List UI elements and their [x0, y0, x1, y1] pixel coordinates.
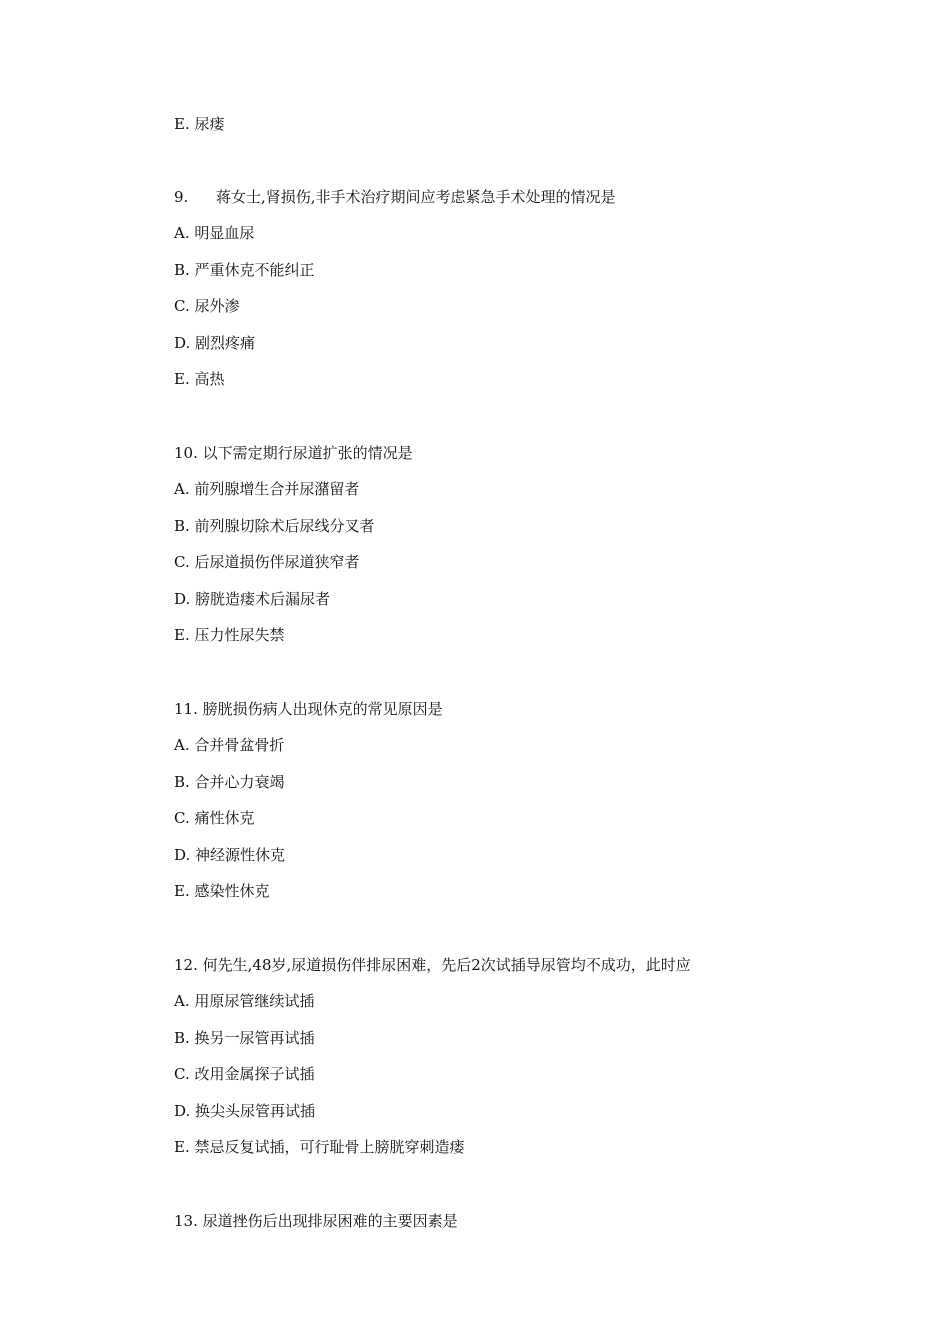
question-text: 蒋女士,肾损伤,非手术治疗期间应考虑紧急手术处理的情况是: [216, 188, 616, 206]
question-9-option-d: D. 剧烈疼痛: [174, 334, 256, 352]
question-13-stem: [174, 1211, 458, 1231]
question-12-option-d: D. 换尖头尿管再试插: [174, 1102, 316, 1120]
question-11-option-e: E. 感染性休克: [174, 882, 270, 900]
question-11-option-b: B. 合并心力衰竭: [174, 773, 285, 791]
question-11-option-a: A. 合并骨盆骨折: [174, 736, 285, 754]
question-12-option-e: E. 禁忌反复试插，可行耻骨上膀胱穿刺造瘘: [174, 1138, 465, 1156]
question-9-stem: [174, 187, 616, 207]
question-12-option-c: C. 改用金属探子试插: [174, 1065, 315, 1083]
question-number: 9.: [174, 188, 189, 206]
question-9-option-b: B. 严重休克不能纠正: [174, 261, 315, 279]
question-12-option-b: B. 换另一尿管再试插: [174, 1029, 315, 1047]
question-12-stem: [174, 955, 691, 975]
question-number: 11.: [174, 700, 198, 718]
question-text: 何先生,48岁,尿道损伤伴排尿困难，先后2次试插导尿管均不成功，此时应: [202, 956, 691, 974]
question-text: 膀胱损伤病人出现休克的常见原因是: [202, 700, 443, 718]
question-10-option-b: B. 前列腺切除术后尿线分叉者: [174, 517, 375, 535]
question-9-option-e: E. 高热: [174, 370, 225, 388]
question-number: 10.: [174, 444, 198, 462]
question-11-option-c: C. 痛性休克: [174, 809, 255, 827]
question-12-option-a: A. 用原尿管继续试插: [174, 992, 315, 1010]
question-10-option-e: E. 压力性尿失禁: [174, 626, 285, 644]
question-10-option-a: A. 前列腺增生合并尿潴留者: [174, 480, 360, 498]
question-9-option-a: A. 明显血尿: [174, 224, 255, 242]
question-number: 13.: [174, 1212, 198, 1230]
question-11-stem: [174, 699, 443, 719]
question-10-option-c: C. 后尿道损伤伴尿道狭窄者: [174, 553, 360, 571]
question-10-option-d: D. 膀胱造瘘术后漏尿者: [174, 590, 331, 608]
option-e-previous: E. 尿瘘: [174, 115, 225, 133]
question-10-stem: [174, 443, 413, 463]
question-text: 以下需定期行尿道扩张的情况是: [202, 444, 413, 462]
question-11-option-d: D. 神经源性休克: [174, 846, 286, 864]
question-text: 尿道挫伤后出现排尿困难的主要因素是: [202, 1212, 458, 1230]
question-number: 12.: [174, 956, 198, 974]
question-9-option-c: C. 尿外渗: [174, 297, 240, 315]
